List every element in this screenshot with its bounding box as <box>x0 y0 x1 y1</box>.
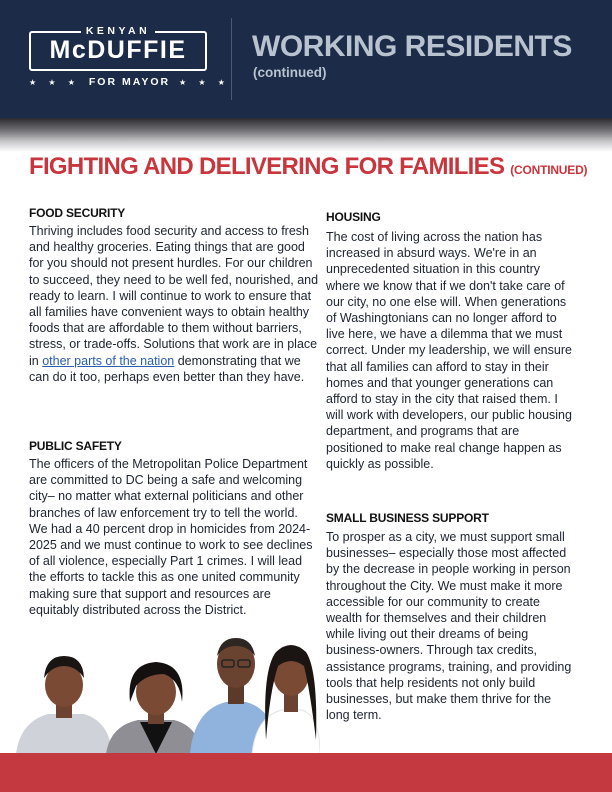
person-2 <box>106 662 202 754</box>
star-icon: ★ ★ ★ <box>29 78 80 87</box>
logo-first-name: KENYAN <box>81 25 155 37</box>
page-subtitle: (continued) <box>253 65 327 80</box>
page-title: WORKING RESIDENTS <box>252 30 572 63</box>
logo-tagline-row <box>29 75 230 90</box>
header-shadow-band <box>0 118 612 152</box>
header-divider <box>231 18 232 100</box>
logo-last-name: McDUFFIE <box>49 36 187 64</box>
main-heading-suffix: (CONTINUED) <box>510 163 588 177</box>
section-body-food-security: Thriving includes food security and access to fresh and healthy groceries. Eating things that are good for you should not present hurdles. For our children to succeed, they need to be well fed, nourished, and ready to learn. I will continue to work to ensure that all families have convenient ways to obtain healthy foods that are affordable to them without barriers, stress, or trade-offs. Solutions that work are in place in other parts of the nation demonstrating that we can do it too, perhaps even better than they have. <box>29 224 319 384</box>
section-title-public-safety: PUBLIC SAFETY <box>29 439 122 453</box>
footer-bar <box>0 753 612 792</box>
section-title-food-security: FOOD SECURITY <box>29 206 126 220</box>
campaign-logo <box>29 25 230 91</box>
page-header <box>0 0 612 118</box>
section-title-small-business: SMALL BUSINESS SUPPORT <box>326 511 489 525</box>
person-1 <box>16 656 112 754</box>
logo-tagline: FOR MAYOR <box>88 76 171 88</box>
main-heading-text: FIGHTING AND DELIVERING FOR FAMILIES <box>29 153 505 180</box>
family-photo <box>14 630 320 754</box>
section-body-public-safety: The officers of the Metropolitan Police Department are committed to DC being a safe and welcoming city– no matter what external politicians and other branches of law enforcement try to tell the world. We had a 40 percent drop in homicides from 2024-2025 and we must continue to work to see declines of all violence, especially Part 1 crimes. I will lead the efforts to tackle this as one united community making sure that support and resources are equitably distributed across the District. <box>29 457 313 617</box>
person-4 <box>252 645 320 754</box>
section-body-small-business: To prosper as a city, we must support small businesses– especially those most affected by the decrease in people working in person throughout the City. We must make it more accessible for our community to create wealth for themselves and their children while living out their dreams of being business-owners. Through tax credits, assistance programs, training, and providing tools that help residents not only build businesses, but make them thrive for the long term. <box>326 530 572 723</box>
star-icon: ★ ★ ★ <box>179 78 230 87</box>
section-title-housing: HOUSING <box>326 210 381 224</box>
main-heading <box>29 152 599 185</box>
other-parts-of-nation-link[interactable]: other parts of the nation <box>42 353 175 368</box>
section-body-housing: The cost of living across the nation has increased in absurd ways. We're in an unprecedented situation in this country where we know that if we don't take care of our city, no one else will. When generations of Washingtonians can no longer afford to live here, we have a dilemma that we must correct. Under my leadership, we will ensure that all families can afford to stay in their homes and that younger generations can afford to stay in the city that raised them. I will work with developers, our public housing department, and programs that are positioned to make real change happen as quickly as possible. <box>326 230 572 471</box>
